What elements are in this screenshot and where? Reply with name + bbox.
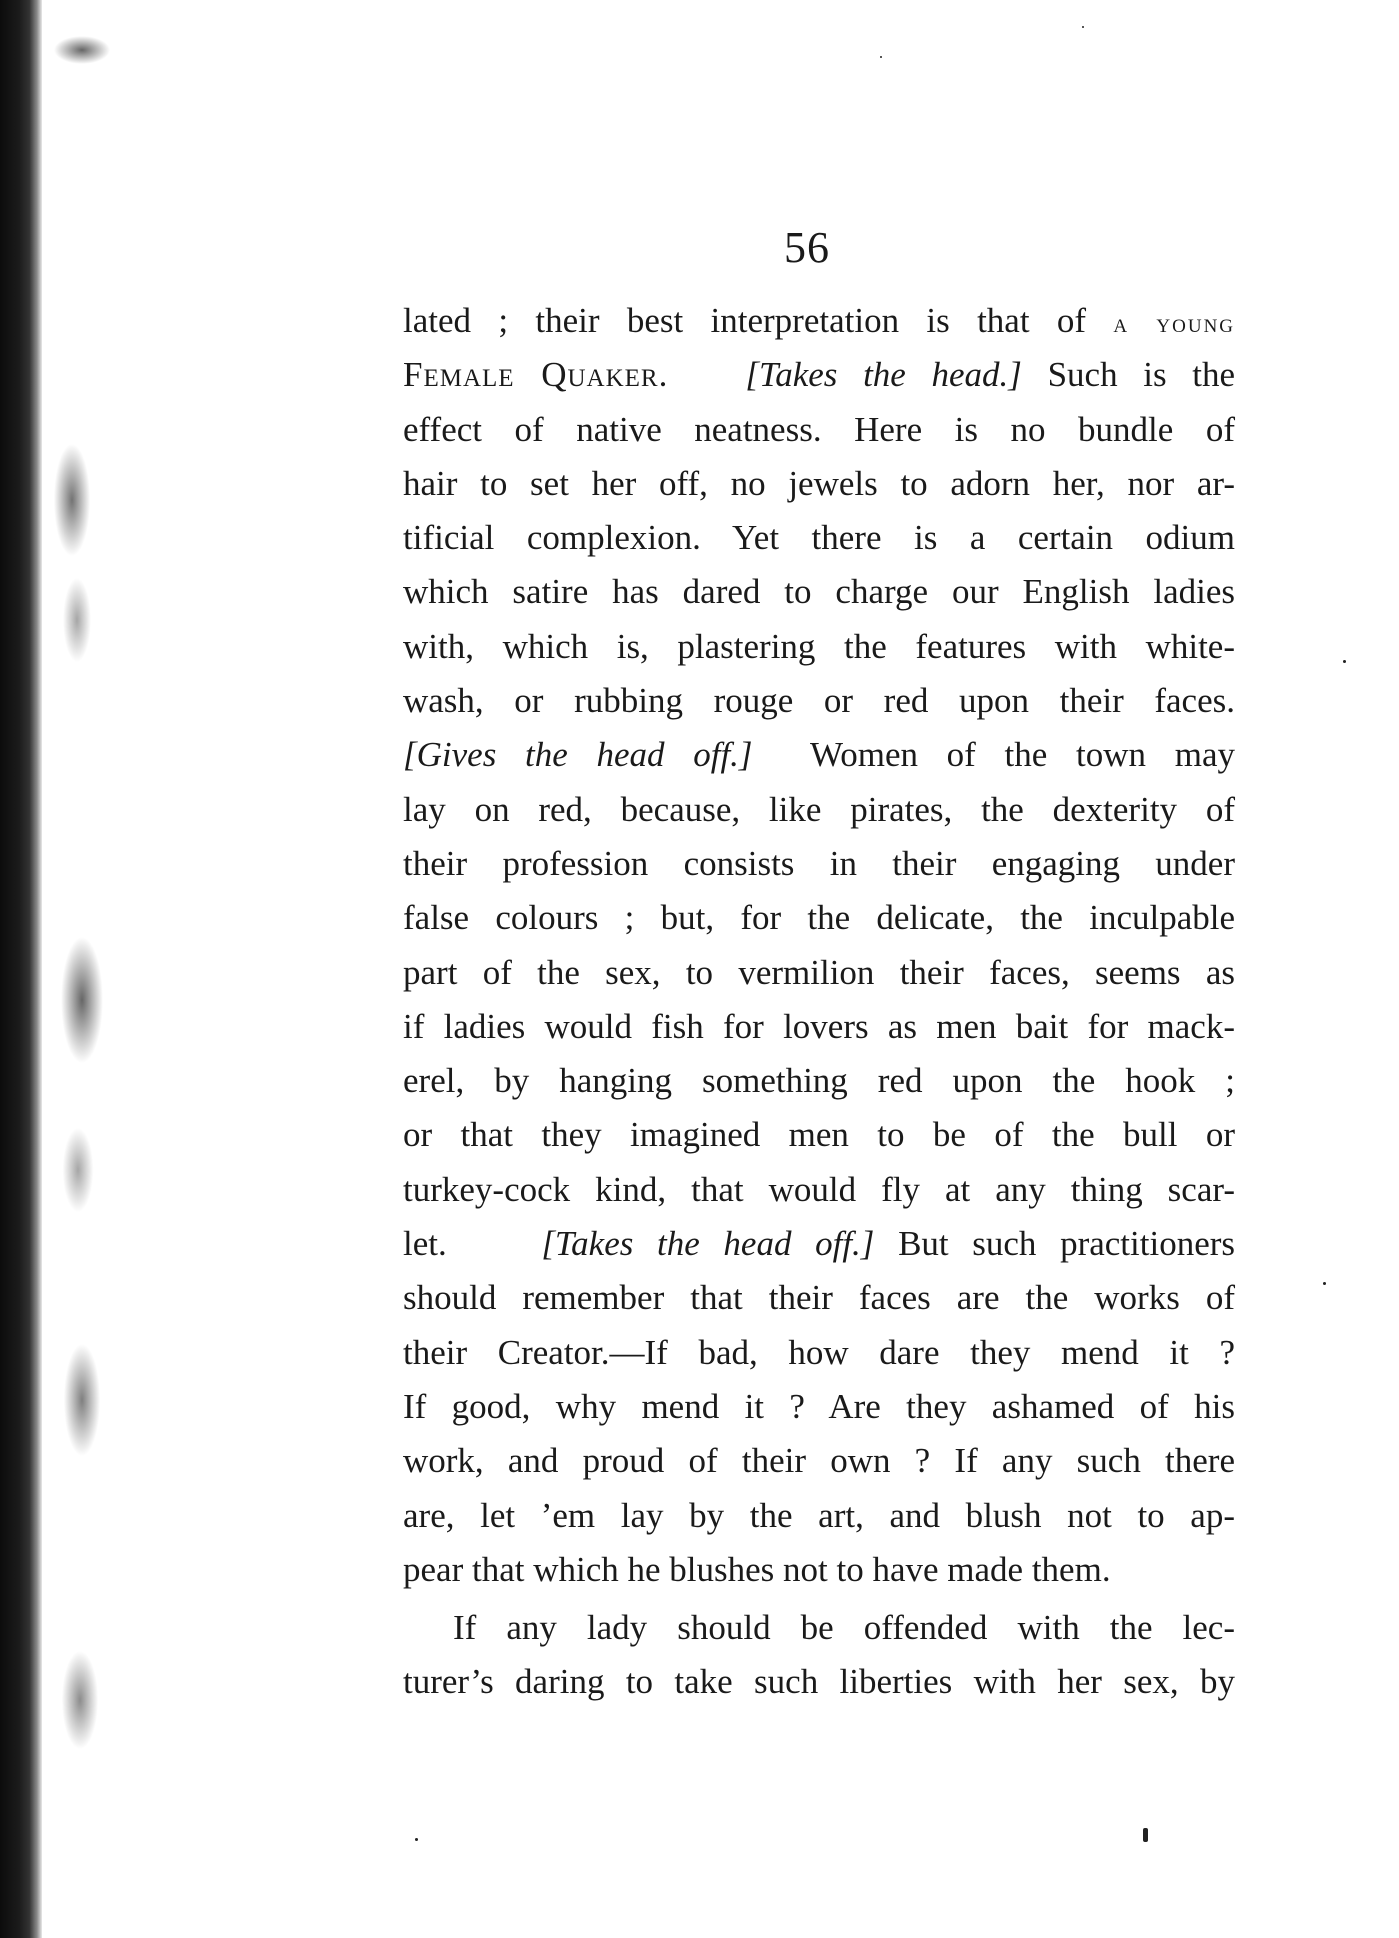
ink-speck <box>1143 1828 1148 1842</box>
ink-speck <box>880 56 882 58</box>
text-line-20: their Creator.—If bad, how dare they mend it ? <box>403 1332 1235 1372</box>
text-line-11: their profession consists in their engaging under <box>403 843 1235 883</box>
text-line-12: false colours ; but, for the delicate, the inculpable <box>403 898 1235 938</box>
binding-edge-texture <box>42 20 112 1900</box>
body-text <box>403 294 1235 1710</box>
text-line-17: turkey-cock kind, that would fly at any thing scar- <box>403 1169 1235 1209</box>
text-line-15: erel, by hanging something red upon the hook ; <box>403 1061 1235 1101</box>
text-line-2: Female Quaker. [Takes the head.] Such is the <box>403 355 1235 395</box>
book-binding-shadow <box>0 0 42 1938</box>
text-line-25: If any lady should be offended with the lec- <box>453 1608 1235 1648</box>
text-line-6: which satire has dared to charge our English ladies <box>403 572 1235 612</box>
text-line-3: effect of native neatness. Here is no bundle of <box>403 409 1235 449</box>
text-line-23: are, let ’em lay by the art, and blush not to ap- <box>403 1495 1235 1535</box>
text-line-19: should remember that their faces are the works of <box>403 1278 1235 1318</box>
text-line-7: with, which is, plastering the features with white- <box>403 626 1235 666</box>
text-line-8: wash, or rubbing rouge or red upon their faces. <box>403 681 1235 721</box>
text-line-16: or that they imagined men to be of the bull or <box>403 1115 1235 1155</box>
text-line-9: [Gives the head off.] Women of the town may <box>403 735 1235 775</box>
ink-speck <box>1082 26 1084 28</box>
text-line-10: lay on red, because, like pirates, the dexterity of <box>403 789 1235 829</box>
text-line-5: tificial complexion. Yet there is a certain odium <box>403 518 1235 558</box>
text-line-14: if ladies would fish for lovers as men bait for mack- <box>403 1006 1235 1046</box>
text-line-26: turer’s daring to take such liberties with her sex, by <box>403 1662 1235 1702</box>
ink-speck <box>415 1838 418 1841</box>
text-line-21: If good, why mend it ? Are they ashamed of his <box>403 1386 1235 1426</box>
text-line-18: let. [Takes the head off.] But such practitioners <box>403 1224 1236 1264</box>
text-line-22: work, and proud of their own ? If any such there <box>403 1441 1235 1481</box>
ink-speck <box>1343 660 1346 663</box>
ink-speck <box>1323 1282 1326 1285</box>
text-line-24: pear that which he blushes not to have made them. <box>403 1549 1111 1589</box>
text-line-1: lated ; their best interpretation is that of a young <box>403 301 1236 340</box>
page-number: 56 <box>784 223 830 272</box>
text-line-4: hair to set her off, no jewels to adorn her, nor ar- <box>403 463 1235 503</box>
text-line-13: part of the sex, to vermilion their faces, seems as <box>403 952 1235 992</box>
